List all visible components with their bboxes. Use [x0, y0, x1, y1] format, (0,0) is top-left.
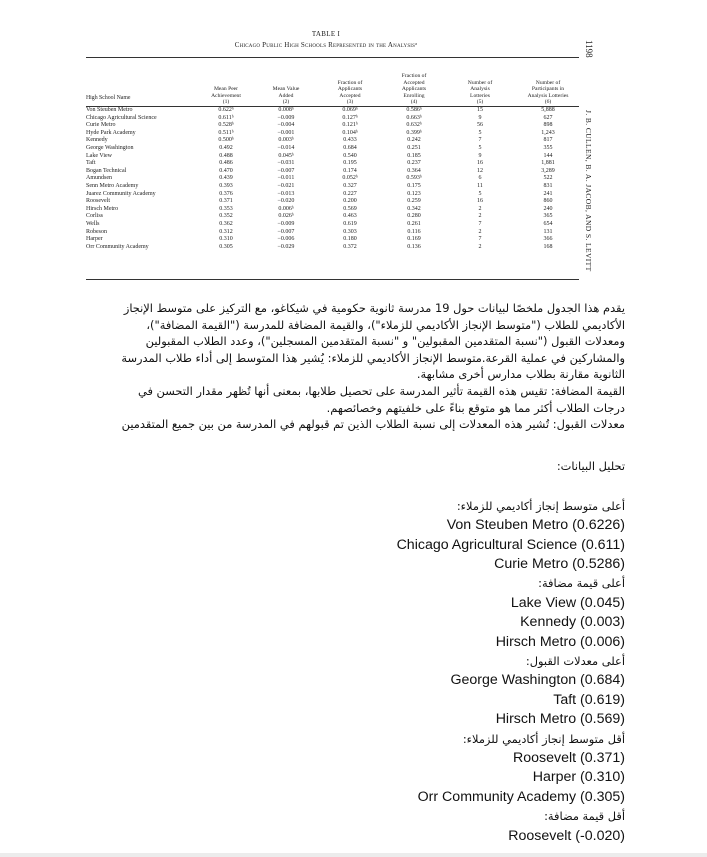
ranking-entry: Kennedy (0.003) — [520, 614, 625, 631]
value-cell: 831 — [543, 182, 553, 189]
value-cell: −0.001 — [277, 129, 295, 136]
value-cell: 0.045ᵇ — [278, 152, 294, 159]
value-cell: 5 — [478, 144, 482, 151]
table-row — [86, 191, 579, 199]
column-header-5: Number of Analysis Lotteries (5) — [467, 79, 493, 106]
value-cell: 131 — [543, 228, 553, 235]
value-cell: 0.251 — [407, 144, 421, 151]
value-cell: −0.007 — [277, 167, 295, 174]
school-name-cell: Curie Metro — [86, 122, 116, 129]
value-cell: 241 — [543, 190, 553, 197]
value-cell: 0.237 — [407, 160, 421, 167]
value-cell: 627 — [543, 114, 553, 121]
table-row — [86, 145, 579, 153]
value-cell: 0.463 — [343, 213, 357, 220]
value-cell: −0.006 — [277, 236, 295, 243]
running-head: J. B. CULLEN, B. A. JACOB, AND S. LEVITT — [584, 110, 593, 272]
table-row — [86, 229, 579, 237]
value-cell: 240 — [543, 205, 553, 212]
column-header-1: Mean Peer Achievement (1) — [211, 86, 241, 106]
value-cell: 5 — [478, 190, 482, 197]
table-row — [86, 175, 579, 183]
school-name-cell: Wells — [86, 220, 100, 227]
value-cell: 11 — [477, 182, 483, 189]
ranking-entry: Roosevelt (0.371) — [513, 750, 625, 767]
table-row — [86, 213, 579, 221]
value-cell: 0.261 — [407, 220, 421, 227]
value-cell: 0.136 — [407, 243, 421, 250]
value-cell: 0.622ᵇ — [218, 107, 234, 113]
value-cell: 0.259 — [407, 198, 421, 205]
value-cell: 0.104ᵇ — [342, 129, 358, 136]
analysis-heading: تحليل البيانات: — [556, 458, 625, 473]
value-cell: 0.305 — [219, 243, 233, 250]
value-cell: 0.586ᵇ — [406, 107, 422, 113]
intro-line: ومعدلات القبول ("نسبة المتقدمين المقبولين" و "نسبة المتقدمين المسجلين")، وعدد الطلاب المقبولين — [145, 334, 625, 349]
section-heading: أقل متوسط إنجاز أكاديمي للزملاء: — [462, 731, 625, 746]
table-row — [86, 130, 579, 138]
value-cell: 0.195 — [343, 160, 357, 167]
value-cell: 0.280 — [407, 213, 421, 220]
value-cell: 56 — [477, 122, 483, 129]
intro-line: معدلات القبول: تُشير هذه المعدلات إلى نسبة الطلاب الذين تم قبولهم في المدرسة من بين جميع المتقدمين — [121, 417, 625, 432]
ranking-entry: Orr Community Academy (0.305) — [417, 788, 625, 805]
table-label: TABLE I — [311, 30, 341, 38]
scanned-table-image — [76, 22, 616, 284]
ranking-entry: Taft (0.619) — [553, 691, 625, 708]
value-cell: −0.013 — [277, 190, 295, 197]
table-row — [86, 153, 579, 161]
ranking-entry: Chicago Agricultural Science (0.611) — [396, 536, 625, 553]
analysis-sections — [60, 497, 625, 846]
value-cell: 2 — [478, 243, 482, 250]
value-cell: 0.310 — [219, 236, 233, 243]
school-name-cell: Lake View — [86, 152, 113, 159]
value-cell: 0.492 — [219, 144, 233, 151]
value-cell: 6 — [478, 175, 482, 182]
value-cell: 355 — [543, 144, 553, 151]
value-cell: 0.303 — [343, 228, 357, 235]
school-name-header: High School Name — [86, 95, 131, 101]
value-cell: 0.393 — [219, 182, 233, 189]
ranking-entry: Harper (0.310) — [532, 769, 625, 786]
school-name-cell: Kennedy — [86, 137, 108, 144]
value-cell: 2 — [478, 213, 482, 220]
table-row — [86, 168, 579, 176]
value-cell: 0.003ᵇ — [278, 137, 294, 144]
ranking-entry: George Washington (0.684) — [450, 672, 625, 689]
value-cell: 9 — [478, 152, 482, 159]
value-cell: 0.123 — [407, 190, 421, 197]
value-cell: 5 — [478, 129, 482, 136]
intro-line: الأكاديمي للطلاب ("متوسط الإنجاز الأكاديمي للزملاء")، والقيمة المضافة للمدرسة ("القيمة المضافة")، — [146, 317, 625, 332]
value-cell: 9 — [478, 114, 482, 121]
table-caption: Chicago Public High Schools Represented in the Analysisᵃ — [234, 41, 418, 49]
value-cell: 1,881 — [541, 160, 555, 167]
value-cell: 0.008ᵇ — [278, 107, 294, 113]
section-heading: أعلى متوسط إنجاز أكاديمي للزملاء: — [456, 498, 625, 513]
value-cell: 7 — [478, 236, 482, 243]
value-cell: 0.399ᵇ — [406, 129, 422, 136]
value-cell: 898 — [543, 122, 553, 129]
school-name-cell: Hirsch Metro — [86, 205, 119, 212]
value-cell: 0.200 — [343, 198, 357, 205]
table-row — [86, 107, 579, 115]
value-cell: 0.121ᵇ — [342, 122, 358, 129]
column-header-4: Fraction of Accepted Applicants Enrolling (4) — [401, 73, 427, 106]
value-cell: 0.488 — [219, 152, 233, 159]
table-body — [86, 107, 579, 251]
value-cell: 0.227 — [343, 190, 357, 197]
table-row — [86, 236, 579, 244]
value-cell: −0.011 — [277, 175, 295, 182]
value-cell: 0.371 — [219, 198, 233, 205]
column-header-2: Mean Value Added (2) — [272, 86, 300, 106]
value-cell: 0.352 — [219, 213, 233, 220]
ranking-entry: Curie Metro (0.5286) — [494, 555, 625, 572]
school-name-cell: George Washington — [86, 144, 134, 151]
value-cell: 12 — [477, 167, 483, 174]
school-name-cell: Bogan Technical — [86, 167, 127, 174]
ranking-entry: Roosevelt (-0.020) — [508, 827, 625, 844]
value-cell: 365 — [543, 213, 553, 220]
arabic-text-body — [60, 300, 625, 846]
value-cell: 0.185 — [407, 152, 421, 159]
value-cell: −0.009 — [277, 114, 295, 121]
school-name-cell: Von Steuben Metro — [86, 107, 133, 113]
school-name-cell: Amundsen — [86, 175, 112, 182]
intro-line: الثانوية مقارنة بطلاب مدارس أخرى مشابهة. — [416, 367, 625, 382]
value-cell: 0.632ᵇ — [406, 122, 422, 129]
ranking-entry: Hirsch Metro (0.569) — [495, 711, 625, 728]
value-cell: 0.127ᵇ — [342, 114, 358, 121]
value-cell: 0.353 — [219, 205, 233, 212]
ranking-entry: Von Steuben Metro (0.6226) — [446, 517, 625, 534]
value-cell: 0.342 — [407, 205, 421, 212]
value-cell: 0.486 — [219, 160, 233, 167]
intro-paragraph — [60, 300, 625, 433]
section-heading: أعلى معدلات القبول: — [525, 654, 625, 668]
value-cell: 0.312 — [219, 228, 233, 235]
value-cell: 144 — [543, 152, 553, 159]
value-cell: 0.611ᵇ — [218, 114, 234, 121]
value-cell: 2 — [478, 205, 482, 212]
window-bottom-edge — [0, 853, 707, 857]
value-cell: 0.169 — [407, 236, 421, 243]
table-row — [86, 244, 579, 252]
value-cell: −0.007 — [277, 228, 295, 235]
school-name-cell: Taft — [86, 160, 96, 167]
value-cell: 2 — [478, 228, 482, 235]
value-cell: 0.372 — [343, 243, 357, 250]
value-cell: 7 — [478, 220, 482, 227]
school-name-cell: Roosevelt — [86, 198, 110, 205]
school-name-cell: Juarez Community Academy — [86, 190, 156, 197]
value-cell: 0.026ᵇ — [278, 213, 294, 220]
value-cell: 16 — [477, 160, 483, 167]
value-cell: 860 — [543, 198, 553, 205]
value-cell: 0.528ᵇ — [218, 122, 234, 129]
value-cell: −0.029 — [277, 243, 295, 250]
value-cell: 168 — [543, 243, 553, 250]
section-heading: أقل قيمة مضافة: — [544, 809, 625, 824]
school-name-cell: Senn Metro Academy — [86, 182, 139, 189]
ranking-entry: Hirsch Metro (0.006) — [495, 633, 625, 650]
column-header-6: Number of Participants in Analysis Lotteries (6) — [527, 79, 569, 106]
value-cell: 0.376 — [219, 190, 233, 197]
school-name-cell: Robeson — [86, 228, 107, 235]
table-top-rule — [86, 57, 579, 58]
value-cell: 0.593ᵇ — [406, 175, 422, 182]
value-cell: −0.004 — [277, 122, 295, 129]
value-cell: 1,243 — [541, 129, 555, 136]
value-cell: 0.511ᵇ — [218, 129, 234, 136]
table-row — [86, 206, 579, 214]
column-header-3: Fraction of Applicants Accepted (3) — [337, 79, 363, 106]
value-cell: −0.020 — [277, 198, 295, 205]
value-cell: 0.052ᵇ — [342, 175, 358, 182]
value-cell: −0.021 — [277, 182, 295, 189]
value-cell: 0.540 — [343, 152, 357, 159]
table-row — [86, 183, 579, 191]
ranking-entry: Lake View (0.045) — [510, 594, 625, 611]
value-cell: 16 — [477, 198, 483, 205]
value-cell: 0.663ᵇ — [406, 114, 422, 121]
value-cell: 0.362 — [219, 220, 233, 227]
table-bottom-rule — [86, 279, 579, 280]
value-cell: 0.180 — [343, 236, 357, 243]
value-cell: −0.031 — [277, 160, 295, 167]
value-cell: 3,289 — [541, 167, 555, 174]
page-number: 1198 — [584, 40, 594, 58]
table-row — [86, 122, 579, 130]
school-name-cell: Orr Community Academy — [86, 243, 149, 250]
value-cell: 0.175 — [407, 182, 421, 189]
value-cell: 15 — [477, 107, 483, 113]
intro-line: والمشاركين في عملية القرعة.متوسط الإنجاز الأكاديمي للزملاء: يُشير هذا المتوسط إلى أداء طلاب المدرسة — [121, 350, 625, 365]
value-cell: 0.069ᵇ — [342, 107, 358, 113]
value-cell: 0.116 — [407, 228, 421, 235]
value-cell: 5,888 — [541, 107, 555, 113]
value-cell: 817 — [543, 137, 553, 144]
table-row — [86, 198, 579, 206]
value-cell: 654 — [543, 220, 553, 227]
value-cell: 0.470 — [219, 167, 233, 174]
intro-line: القيمة المضافة: تقيس هذه القيمة تأثير المدرسة على تحصيل طلابها، بمعنى أنها تُظهر مقدار التحسن في — [138, 383, 625, 398]
value-cell: 0.569 — [343, 205, 357, 212]
school-name-cell: Chicago Agricultural Science — [86, 114, 157, 121]
value-cell: 0.439 — [219, 175, 233, 182]
section-heading: أعلى قيمة مضافة: — [538, 576, 625, 591]
value-cell: 0.433 — [343, 137, 357, 144]
table-row — [86, 115, 579, 123]
table-row — [86, 137, 579, 145]
value-cell: 0.364 — [407, 167, 421, 174]
table-row — [86, 160, 579, 168]
value-cell: 0.500ᵇ — [218, 137, 234, 144]
value-cell: −0.009 — [277, 220, 295, 227]
school-name-cell: Corliss — [86, 213, 104, 220]
table-row — [86, 221, 579, 229]
value-cell: 7 — [478, 137, 482, 144]
intro-line: يقدم هذا الجدول ملخصًا لبيانات حول 19 مدرسة ثانوية حكومية في شيكاغو، مع التركيز على متوسط الإنجاز — [123, 301, 625, 315]
school-name-cell: Harper — [86, 236, 103, 243]
value-cell: 0.327 — [343, 182, 357, 189]
value-cell: 366 — [543, 236, 553, 243]
value-cell: 0.242 — [407, 137, 421, 144]
school-name-cell: Hyde Park Academy — [86, 129, 136, 136]
value-cell: 0.684 — [343, 144, 357, 151]
value-cell: 0.006ᵇ — [278, 205, 294, 212]
value-cell: 522 — [543, 175, 553, 182]
value-cell: 0.619 — [343, 220, 357, 227]
value-cell: 0.174 — [343, 167, 357, 174]
value-cell: −0.014 — [277, 144, 295, 151]
intro-line: درجات الطلاب أكثر مما هو متوقع بناءً على خلفيتهم وخصائصهم. — [326, 400, 625, 415]
